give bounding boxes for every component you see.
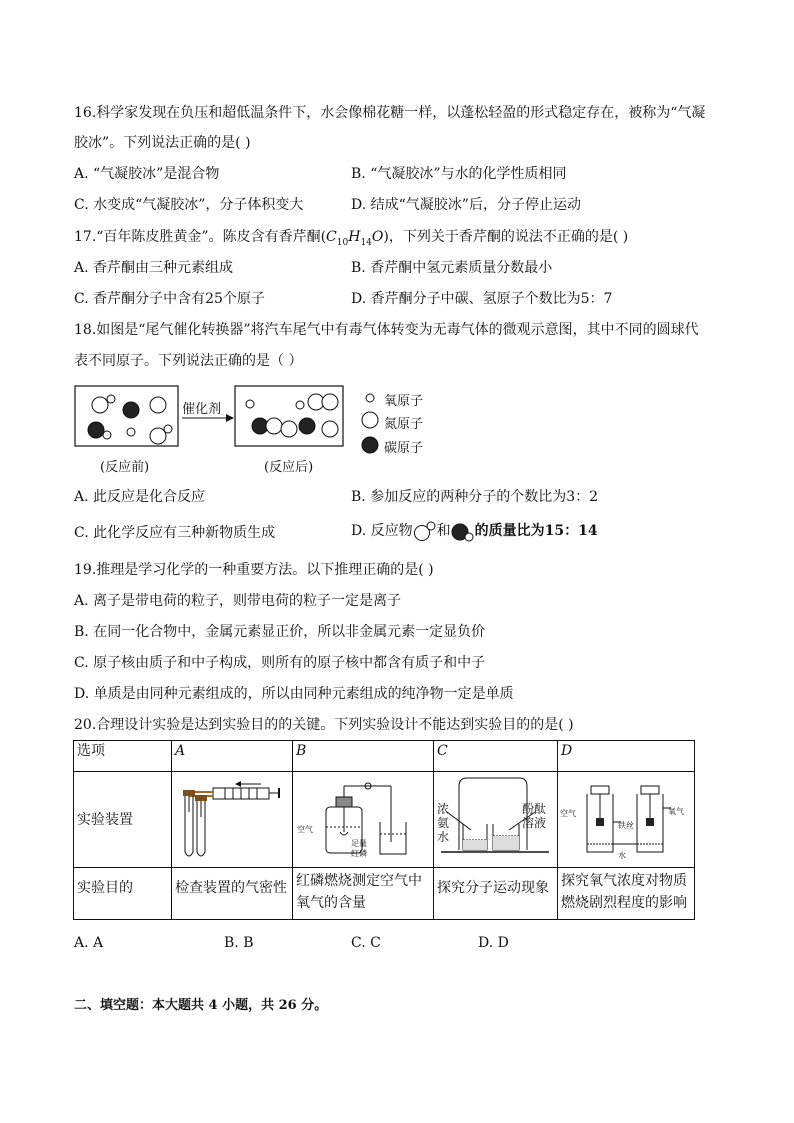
q20-option-a: A. A (74, 935, 104, 951)
table-purpose-row (74, 868, 695, 920)
reaction-arrowhead (226, 414, 234, 422)
syringe-test-tube-illustration (175, 772, 285, 864)
q18-stem-line1: 18.如图是“尾气催化转换器”将汽车尾气中有毒气体转变为无毒气体的微观示意图，其中不同的圆球代 (74, 322, 699, 338)
q18-option-c: C. 此化学反应有三种新物质生成 (74, 525, 276, 541)
header-b: B (293, 741, 434, 772)
before-label: (反应前) (100, 460, 150, 475)
q20-stem: 20.合理设计实验是达到实验目的的关键。下列实验设计不能达到实验目的的是( ) (74, 717, 574, 733)
formula-h: H (348, 229, 361, 245)
molecule-co-icon (451, 520, 475, 542)
label-solution: 溶液 (522, 816, 547, 830)
row-purpose-label: 实验目的 (74, 868, 172, 920)
catalyst-label: 催化剂 (182, 402, 222, 417)
apparatus-b (293, 772, 434, 868)
atom-oxygen (246, 400, 254, 408)
q17-stem-b: )，下列关于香芹酮的说法不正确的是( ) (383, 229, 629, 245)
q19-stem: 19.推理是学习化学的一种重要方法。以下推理正确的是( ) (74, 562, 434, 578)
atom-oxygen (296, 401, 304, 409)
q19-option-a: A. 离子是带电荷的粒子，则带电荷的粒子一定是离子 (74, 593, 402, 609)
formula-c-sub: 10 (336, 237, 349, 248)
legend-nitrogen-swatch (362, 412, 378, 428)
q18-d-prefix: D. 反应物 (351, 523, 413, 539)
q18-option-b: B. 参加反应的两种分子的个数比为3：2 (351, 489, 599, 505)
q19-option-c: C. 原子核由质子和中子构成，则所有的原子核中都含有质子和中子 (74, 655, 486, 671)
atom-nitrogen (150, 428, 166, 444)
formula-o: O (371, 229, 384, 245)
legend-carbon-label: 碳原子 (384, 441, 424, 456)
q16-stem-line1: 16.科学家发现在负压和超低温条件下，水会像棉花糖一样，以蓬松轻盈的形式稳定存在，被称为“气凝 (74, 105, 706, 121)
q18-stem-line2: 表不同原子。下列说法正确的是（ ） (74, 353, 303, 369)
q17-option-a: A. 香芹酮由三种元素组成 (74, 260, 234, 276)
apparatus-d (558, 772, 695, 868)
atom-nitrogen (150, 397, 166, 413)
purpose-b: 红磷燃烧测定空气中氧气的含量 (293, 868, 434, 920)
label-conc: 浓 (437, 802, 450, 816)
q17-stem (74, 228, 628, 252)
purpose-c: 探究分子运动现象 (434, 868, 558, 920)
q18-d-suffix: 的质量比为15：14 (474, 523, 598, 539)
header-d: D (558, 741, 695, 772)
atom-oxygen (107, 395, 115, 403)
q18-option-d (351, 520, 598, 542)
q18-option-a: A. 此反应是化合反应 (74, 489, 206, 505)
atom-carbon (299, 418, 315, 434)
legend-oxygen-swatch (366, 394, 374, 402)
q17-option-c: C. 香芹酮分子中含有25个原子 (74, 291, 265, 307)
label-ammonia: 氨 (437, 816, 450, 830)
table-apparatus-row (74, 772, 695, 868)
atom-nitrogen (266, 418, 282, 434)
q20-option-c: C. C (351, 935, 381, 951)
experiment-table (73, 740, 695, 920)
q19-option-d: D. 单质是由同种元素组成的，所以由同种元素组成的纯净物一定是单质 (74, 686, 514, 702)
q16-option-c: C. 水变成“气凝胶冰”，分子体积变大 (74, 197, 304, 213)
atom-nitrogen (281, 421, 297, 437)
section-two-heading: 二、填空题：本大题共 4 小题，共 26 分。 (74, 998, 328, 1013)
atom-carbon (123, 402, 139, 418)
label-sufficient: 足量 (351, 839, 367, 848)
label-water-d: 水 (618, 851, 626, 860)
label-water: 水 (437, 830, 450, 844)
q16-option-d: D. 结成“气凝胶冰”后，分子停止运动 (351, 197, 581, 213)
label-phenolphthalein: 酚酞 (522, 802, 547, 816)
atom-oxygen (103, 431, 111, 439)
q17-stem-a: 17.“百年陈皮胜黄金”。陈皮含有香芹酮( (74, 229, 327, 245)
q20-option-b: B. B (224, 935, 254, 951)
apparatus-a (172, 772, 293, 868)
label-air-d: 空气 (560, 809, 576, 818)
purpose-a: 检查装置的气密性 (172, 868, 293, 920)
legend-nitrogen-label: 氮原子 (384, 417, 424, 432)
atom-oxygen (164, 425, 172, 433)
table-header-row (74, 741, 695, 772)
legend-carbon-swatch (362, 437, 378, 453)
header-a: A (172, 741, 293, 772)
formula-h-sub: 14 (360, 237, 372, 248)
after-label: (反应后) (264, 460, 314, 475)
label-iron-wire: 铁丝 (618, 821, 634, 830)
reaction-diagram (74, 384, 434, 474)
formula-c: C (326, 229, 337, 245)
purpose-d: 探究氧气浓度对物质燃烧剧烈程度的影响 (558, 868, 695, 920)
header-c: C (434, 741, 558, 772)
apparatus-c (434, 772, 558, 868)
q16-option-a: A. “气凝胶冰”是混合物 (74, 166, 220, 182)
q17-option-b: B. 香芹酮中氢元素质量分数最小 (351, 260, 553, 276)
legend-oxygen-label: 氧原子 (384, 394, 424, 409)
atom-oxygen (127, 428, 135, 436)
q16-stem-line2: 胶冰”。下列说法正确的是( ) (74, 135, 251, 151)
label-air-b: 空气 (297, 825, 313, 834)
molecule-no-icon (413, 520, 437, 542)
atom-nitrogen (322, 394, 338, 410)
row-apparatus-label: 实验装置 (74, 772, 172, 868)
header-option: 选项 (74, 741, 172, 772)
atom-nitrogen (92, 397, 108, 413)
atom-carbon (88, 422, 104, 438)
q18-d-and: 和 (436, 523, 451, 539)
q17-option-d: D. 香芹酮分子中碳、氢原子个数比为5：7 (351, 291, 613, 307)
label-red-phosphorus: 红磷 (351, 849, 367, 858)
q20-option-d: D. D (478, 935, 509, 951)
label-oxygen-d: 氧气 (668, 807, 684, 816)
q19-option-b: B. 在同一化合物中，金属元素显正价，所以非金属元素一定显负价 (74, 624, 486, 640)
atom-nitrogen (322, 421, 338, 437)
reaction-boxes-svg (74, 384, 354, 454)
q16-option-b: B. “气凝胶冰”与水的化学性质相同 (351, 166, 567, 182)
